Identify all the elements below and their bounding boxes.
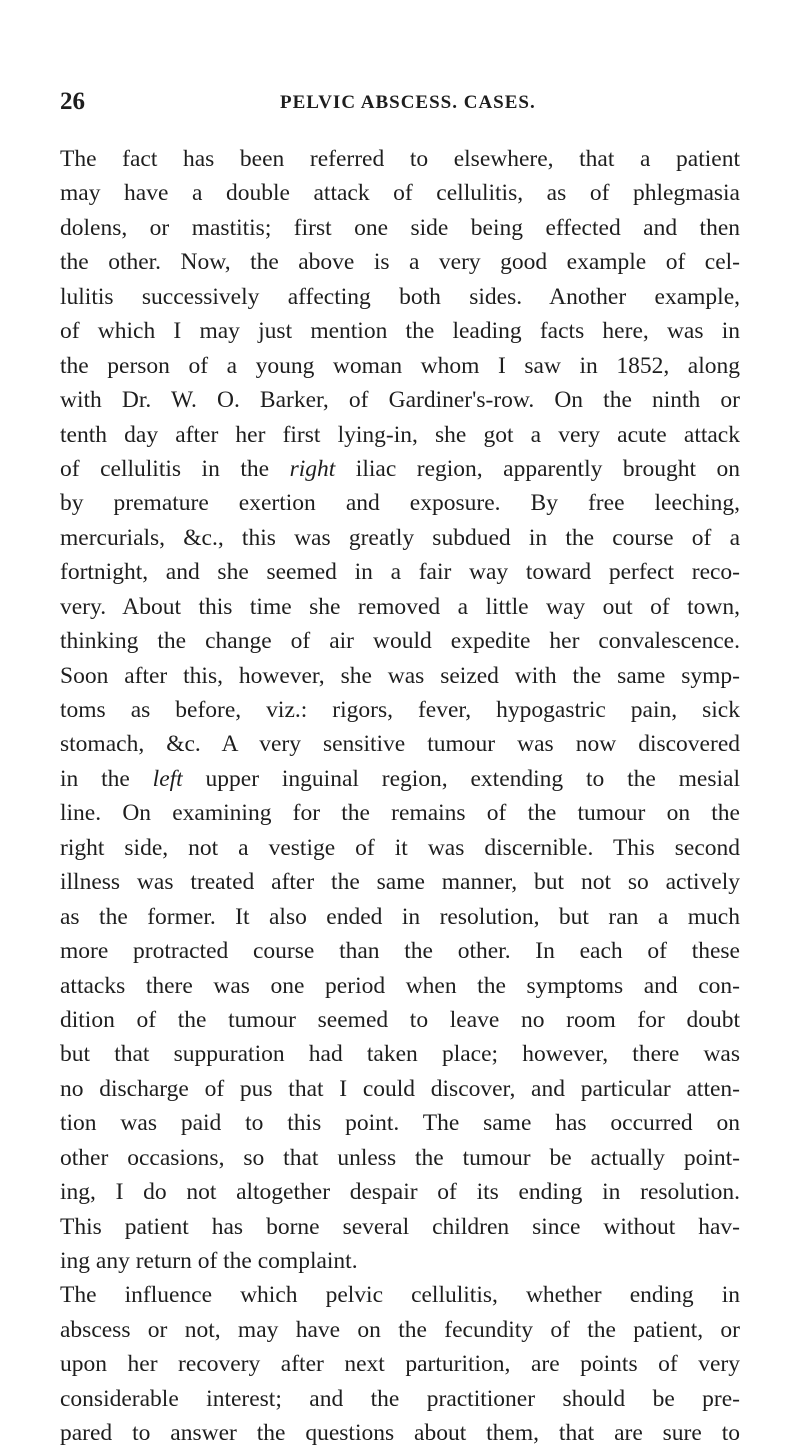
text-line: upon her recovery after next parturition, are points of very xyxy=(60,1351,740,1378)
text-line: the person of a young woman whom I saw in 1852, along xyxy=(60,352,740,379)
emphasis-right: right xyxy=(289,455,336,482)
text-line: right side, not a vestige of it was discernible. This second xyxy=(60,834,740,861)
text-line: thinking the change of air would expedite her convalescence. xyxy=(60,628,740,655)
running-head xyxy=(60,88,740,116)
text-line: attacks there was one period when the symptoms and con- xyxy=(60,972,740,999)
text-line: as the former. It also ended in resolution, but ran a much xyxy=(60,903,740,930)
text-line: very. About this time she removed a little way out of town, xyxy=(60,593,740,620)
text-line: by premature exertion and exposure. By free leeching, xyxy=(60,490,740,517)
text-line: pared to answer the questions about them, that are sure to xyxy=(60,1420,740,1447)
text-line: no discharge of pus that I could discover, and particular atten- xyxy=(60,1075,740,1102)
text-line: abscess or not, may have on the fecundity of the patient, or xyxy=(60,1316,740,1343)
text-line: stomach, &c. A very sensitive tumour was now discovered xyxy=(60,731,740,758)
text-line: dolens, or mastitis; first one side being effected and then xyxy=(60,214,740,241)
text-line: ing, I do not altogether despair of its ending in resolution. xyxy=(60,1179,740,1206)
text-line: Soon after this, however, she was seized with the same symp- xyxy=(60,662,740,689)
body-text xyxy=(60,142,740,1451)
running-head-title: PELVIC ABSCESS. CASES. xyxy=(280,92,536,113)
text-line: but that suppuration had taken place; however, there was xyxy=(60,1041,740,1068)
text-line: other occasions, so that unless the tumour be actually point- xyxy=(60,1144,740,1171)
text-line: in the left upper inguinal region, extending to the mesial xyxy=(60,765,740,792)
text-line: This patient has borne several children since without hav- xyxy=(60,1213,740,1240)
text-line: mercurials, &c., this was greatly subdued in the course of a xyxy=(60,524,740,551)
text-line: lulitis successively affecting both sides. Another example, xyxy=(60,283,740,310)
text-line: ing any return of the complaint. xyxy=(60,1248,358,1274)
text-line: line. On examining for the remains of the tumour on the xyxy=(60,800,740,827)
text-line: more protracted course than the other. In each of these xyxy=(60,938,740,965)
text-line: The fact has been referred to elsewhere, that a patient xyxy=(60,146,740,172)
text-line: toms as before, viz.: rigors, fever, hypogastric pain, sick xyxy=(60,697,740,723)
text-line: dition of the tumour seemed to leave no room for doubt xyxy=(60,1006,740,1033)
text-line: considerable interest; and the practitioner should be pre- xyxy=(60,1385,740,1412)
text-line: The influence which pelvic cellulitis, whether ending in xyxy=(60,1282,740,1309)
text-line: with Dr. W. O. Barker, of Gardiner's-row. On the ninth or xyxy=(60,387,740,414)
text-line: the other. Now, the above is a very good example of cel- xyxy=(60,249,740,276)
text-line: fortnight, and she seemed in a fair way toward perfect reco- xyxy=(60,559,740,586)
text-line: tenth day after her first lying-in, she got a very acute attack xyxy=(60,421,740,448)
text-line: of cellulitis in the right iliac region, apparently brought on xyxy=(60,455,740,482)
text-line: tion was paid to this point. The same has occurred on xyxy=(60,1110,740,1137)
page-number: 26 xyxy=(60,88,85,115)
emphasis-left: left xyxy=(152,765,183,792)
text-line: may have a double attack of cellulitis, as of phlegmasia xyxy=(60,180,740,207)
text-line: of which I may just mention the leading facts here, was in xyxy=(60,318,740,345)
text-line: illness was treated after the same manner, but not so actively xyxy=(60,869,740,896)
